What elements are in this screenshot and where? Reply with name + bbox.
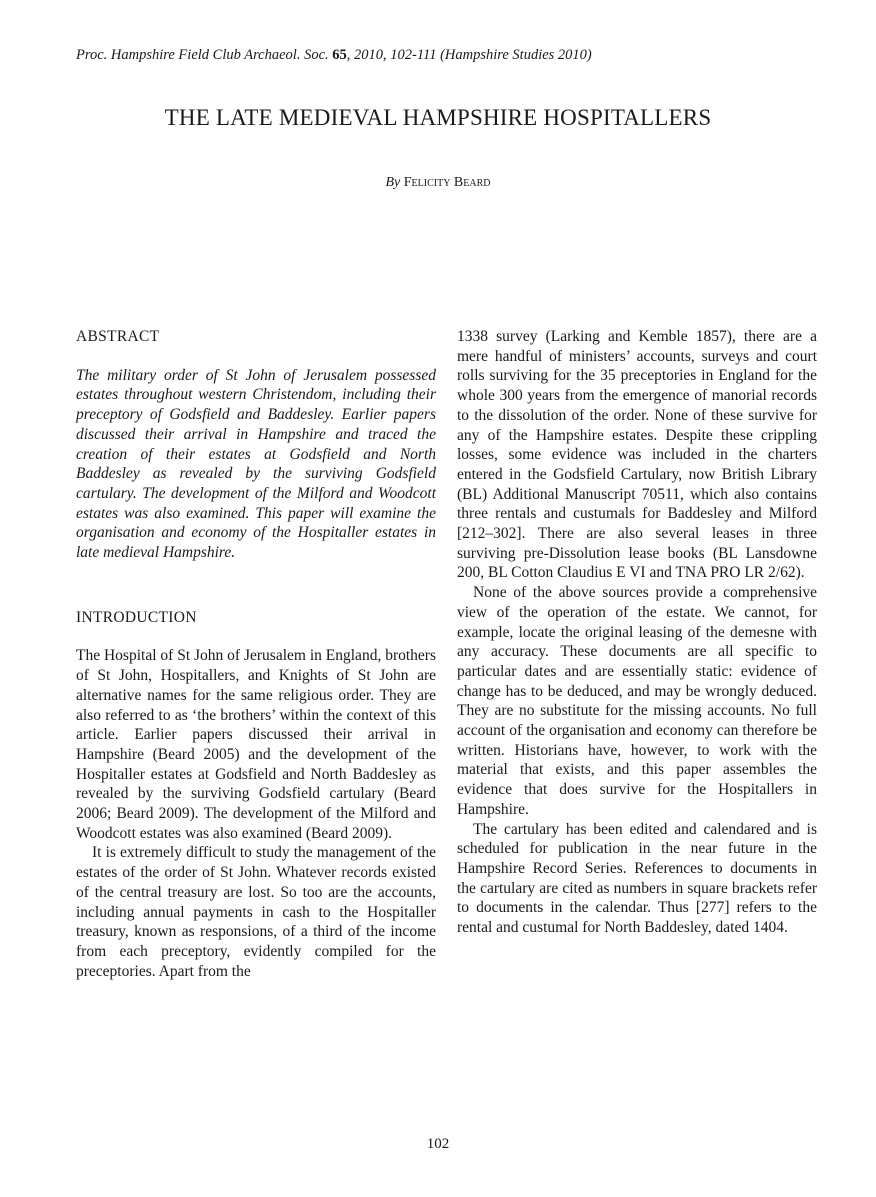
intro-paragraph-2: It is extremely difficult to study the management of the estates of the order of St John. Whatever records existed of the central treasury are lost. So too are the accounts, including annual payments in cash to the Hospitaller treasury, known as responsions, of a third of the income from each preceptory, evidently compiled for the preceptories. Apart from the — [76, 844, 436, 980]
intro-paragraph-1: The Hospital of St John of Jerusalem in England, brothers of St John, Hospitallers, and Knights of St John are alternative names for the same religious order. They are also referred to as ‘the brothers’ within the context of this article. Earlier papers discussed their arrival in Hampshire (Beard 2005) and the development of the Hospitaller estates at Godsfield and North Baddesley as revealed by the surviving Godsfield cartulary (Beard 2006; Beard 2009). The development of the Milford and Woodcott estates was also examined (Beard 2009). — [76, 647, 436, 842]
byline-by: By — [385, 175, 401, 190]
author-name: Felicity Beard — [403, 175, 491, 190]
abstract-text: The military order of St John of Jerusalem possessed estates throughout western Christendom, including their preceptory of Godsfield and Baddesley. Earlier papers discussed their arrival in Hampshire and traced the creation of their estates at Godsfield and North Baddesley as revealed by the surviving Godsfield cartulary. The development of the Milford and Woodcott estates was also examined. This paper will examine the organisation and economy of the Hospitaller estates in late medieval Hampshire. — [76, 366, 436, 562]
byline — [0, 175, 876, 191]
journal-suffix: , 2010, 102-111 (Hampshire Studies 2010) — [346, 47, 592, 63]
body-paragraph-2: None of the above sources provide a comprehensive view of the operation of the estate. We cannot, for example, locate the original leasing of the demesne with any accuracy. These documents are all specific to particular dates and are essentially static: evidence of change has to be deduced, and may be wrongly deduced. They are no substitute for the missing accounts. No full account of the organisation and economy can therefore be written. Historians have, however, to work with the material that exists, and this paper assembles the evidence that does survive for the Hospitallers in Hampshire. — [457, 584, 817, 818]
journal-volume: 65 — [332, 47, 347, 63]
page-number: 102 — [426, 1136, 450, 1152]
introduction-heading: INTRODUCTION — [76, 608, 197, 626]
abstract-heading: ABSTRACT — [76, 328, 160, 345]
journal-citation — [76, 46, 816, 64]
body-paragraph-3: The cartulary has been edited and calendared and is scheduled for publication in the near future in the Hampshire Record Series. References to documents in the cartulary are cited as numbers in square brackets refer to documents in the calendar. Thus [277] refers to the rental and custumal for North Baddesley, dated 1404. — [457, 820, 817, 937]
left-column — [76, 327, 436, 981]
article-title: THE LATE MEDIEVAL HAMPSHIRE HOSPITALLERS — [164, 105, 712, 130]
body-paragraph-1: 1338 survey (Larking and Kemble 1857), there are a mere handful of ministers’ accounts, surveys and court rolls surviving for the 35 preceptories in England for the whole 300 years from the emergence of manorial records to the dissolution of the order. None of these survive for any of the Hampshire estates. Despite these crippling losses, some evidence was included in the charters entered in the Godsfield Cartulary, now British Library (BL) Additional Manuscript 70511, which also contains three rentals and custumals for Baddesley and Milford [212–302]. There are also several leases in three surviving pre-Dissolution lease books (BL Lansdowne 200, BL Cotton Claudius E VI and TNA PRO LR 2/62). — [457, 328, 817, 582]
right-column — [457, 327, 817, 938]
journal-prefix: Proc. Hampshire Field Club Archaeol. Soc. — [76, 47, 329, 63]
